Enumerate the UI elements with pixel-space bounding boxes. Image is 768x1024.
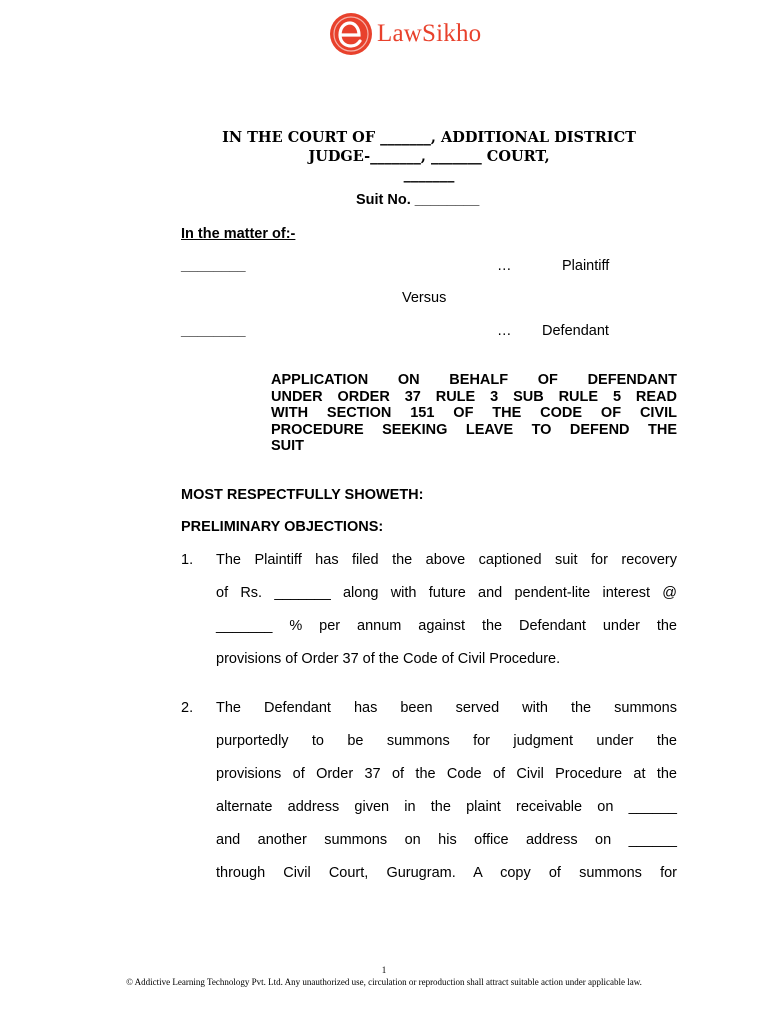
matter-label: In the matter of:- [181, 226, 296, 242]
paragraph-line: provisions of Order 37 of the Code of Civil Procedure at the [216, 766, 677, 782]
paragraph-number: 2. [181, 700, 194, 716]
showeth-heading: MOST RESPECTFULLY SHOWETH: [181, 487, 424, 503]
paragraph-line: alternate address given in the plaint receivable on ______ [216, 799, 677, 815]
application-title-line: WITH SECTION 151 OF THE CODE OF CIVIL [271, 405, 677, 421]
paragraph-line: provisions of Order 37 of the Code of Civil Procedure. [216, 651, 561, 667]
paragraph-1 [216, 552, 677, 684]
paragraph-line: and another summons on his office address on ______ [216, 832, 677, 848]
plaintiff-label: Plaintiff [562, 258, 610, 274]
suit-number: Suit No. ________ [356, 192, 480, 208]
paragraph-line: purportedly to be summons for judgment under the [216, 733, 677, 749]
court-header-line-1: IN THE COURT OF _______, ADDITIONAL DISTRICT [222, 129, 636, 146]
application-title [271, 372, 677, 455]
paragraph-line: _______ % per annum against the Defendant under the [216, 618, 677, 634]
paragraph-line: of Rs. _______ along with future and pendent-lite interest @ [216, 585, 677, 601]
application-title-line: UNDER ORDER 37 RULE 3 SUB RULE 5 READ [271, 388, 677, 405]
court-header-line-3: _______ [403, 166, 455, 183]
defendant-ellipsis: … [497, 323, 512, 339]
application-title-line: SUIT [271, 438, 305, 454]
lawsikho-e-logo-icon [329, 12, 373, 56]
defendant-blank: ________ [181, 323, 246, 339]
copyright-notice: © Addictive Learning Technology Pvt. Ltd. Any unauthorized use, circulation or reproduction shall attract suitable action under applicable law. [126, 977, 642, 987]
application-title-line: APPLICATION ON BEHALF OF DEFENDANT [271, 372, 677, 388]
page-number: 1 [381, 965, 387, 975]
versus-label: Versus [402, 290, 447, 306]
paragraph-line: The Plaintiff has filed the above captioned suit for recovery [216, 552, 677, 568]
application-title-line: PROCEDURE SEEKING LEAVE TO DEFEND THE [271, 421, 677, 438]
preliminary-objections-heading: PRELIMINARY OBJECTIONS: [181, 519, 384, 535]
paragraph-2 [216, 700, 677, 898]
brand-name: LawSikho [377, 20, 482, 47]
court-header-line-2: JUDGE-_______, _______ COURT, [308, 148, 550, 165]
plaintiff-blank: ________ [181, 258, 246, 274]
brand-logo [329, 12, 481, 56]
plaintiff-ellipsis: … [497, 258, 512, 274]
paragraph-line: The Defendant has been served with the summons [216, 700, 677, 716]
defendant-label: Defendant [542, 323, 609, 339]
paragraph-line: through Civil Court, Gurugram. A copy of summons for [216, 865, 677, 881]
paragraph-number: 1. [181, 552, 194, 568]
